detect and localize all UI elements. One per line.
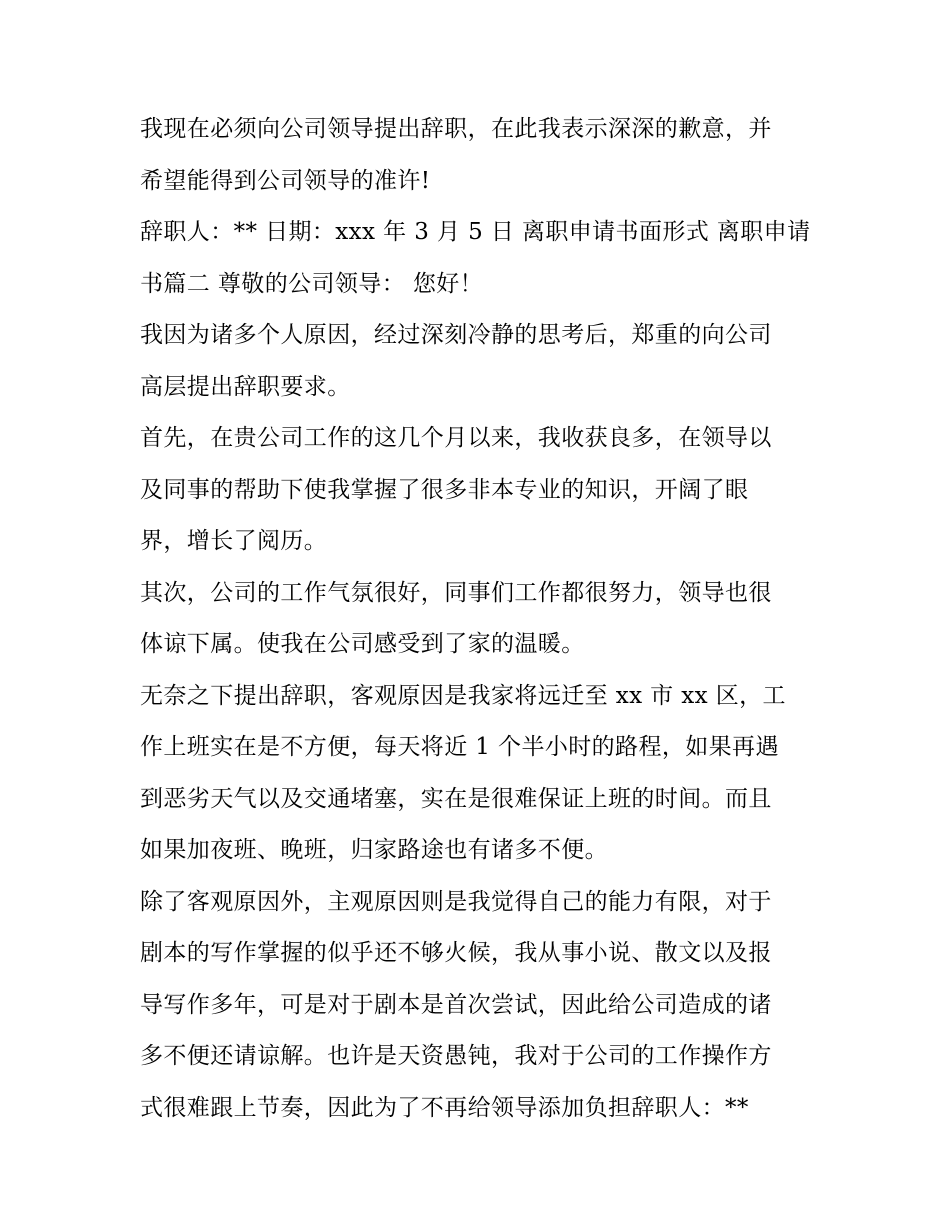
text-line: 导写作多年，可是对于剧本是首次尝试，因此给公司造成的诸 xyxy=(140,991,772,1018)
text-line: 希望能得到公司领导的准许! xyxy=(140,167,431,194)
text-line: 界，增长了阅历。 xyxy=(140,528,328,554)
text-line: 及同事的帮助下使我掌握了很多非本专业的知识，开阔了眼 xyxy=(140,476,749,503)
text-line: 式很难跟上节奏，因此为了不再给领导添加负担辞职人：** xyxy=(140,1094,749,1121)
text-line: 高层提出辞职要求。 xyxy=(140,373,351,400)
text-line: 首先，在贵公司工作的这几个月以来，我收获良多，在领导以 xyxy=(140,425,772,451)
text-line: 除了客观原因外，主观原因则是我觉得自己的能力有限，对于 xyxy=(140,888,772,915)
text-line: 如果加夜班、晚班，归家路途也有诸多不便。 xyxy=(140,837,608,863)
text-line: 我现在必须向公司领导提出辞职，在此我表示深深的歉意，并 xyxy=(140,116,772,142)
text-line: 无奈之下提出辞职，客观原因是我家将远迁至 xx 市 xx 区，工 xyxy=(140,682,786,709)
text-line: 剧本的写作掌握的似乎还不够火候，我从事小说、散文以及报 xyxy=(140,940,772,966)
text-line: 作上班实在是不方便，每天将近 1 个半小时的路程，如果再遇 xyxy=(140,734,779,760)
text-line: 我因为诸多个人原因，经过深刻冷静的思考后，郑重的向公司 xyxy=(140,322,772,348)
text-line: 辞职人：** 日期：xxx 年 3 月 5 日 离职申请书面形式 离职申请 xyxy=(140,219,811,245)
text-line: 书篇二 尊敬的公司领导： 您好！ xyxy=(140,270,484,297)
document-body xyxy=(140,104,820,1134)
text-line: 多不便还请谅解。也许是天资愚钝，我对于公司的工作操作方 xyxy=(140,1043,772,1069)
text-line: 到恶劣天气以及交通堵塞，实在是很难保证上班的时间。而且 xyxy=(140,785,772,812)
text-line: 体谅下属。使我在公司感受到了家的温暖。 xyxy=(140,631,585,657)
text-line: 其次，公司的工作气氛很好，同事们工作都很努力，领导也很 xyxy=(140,579,772,606)
